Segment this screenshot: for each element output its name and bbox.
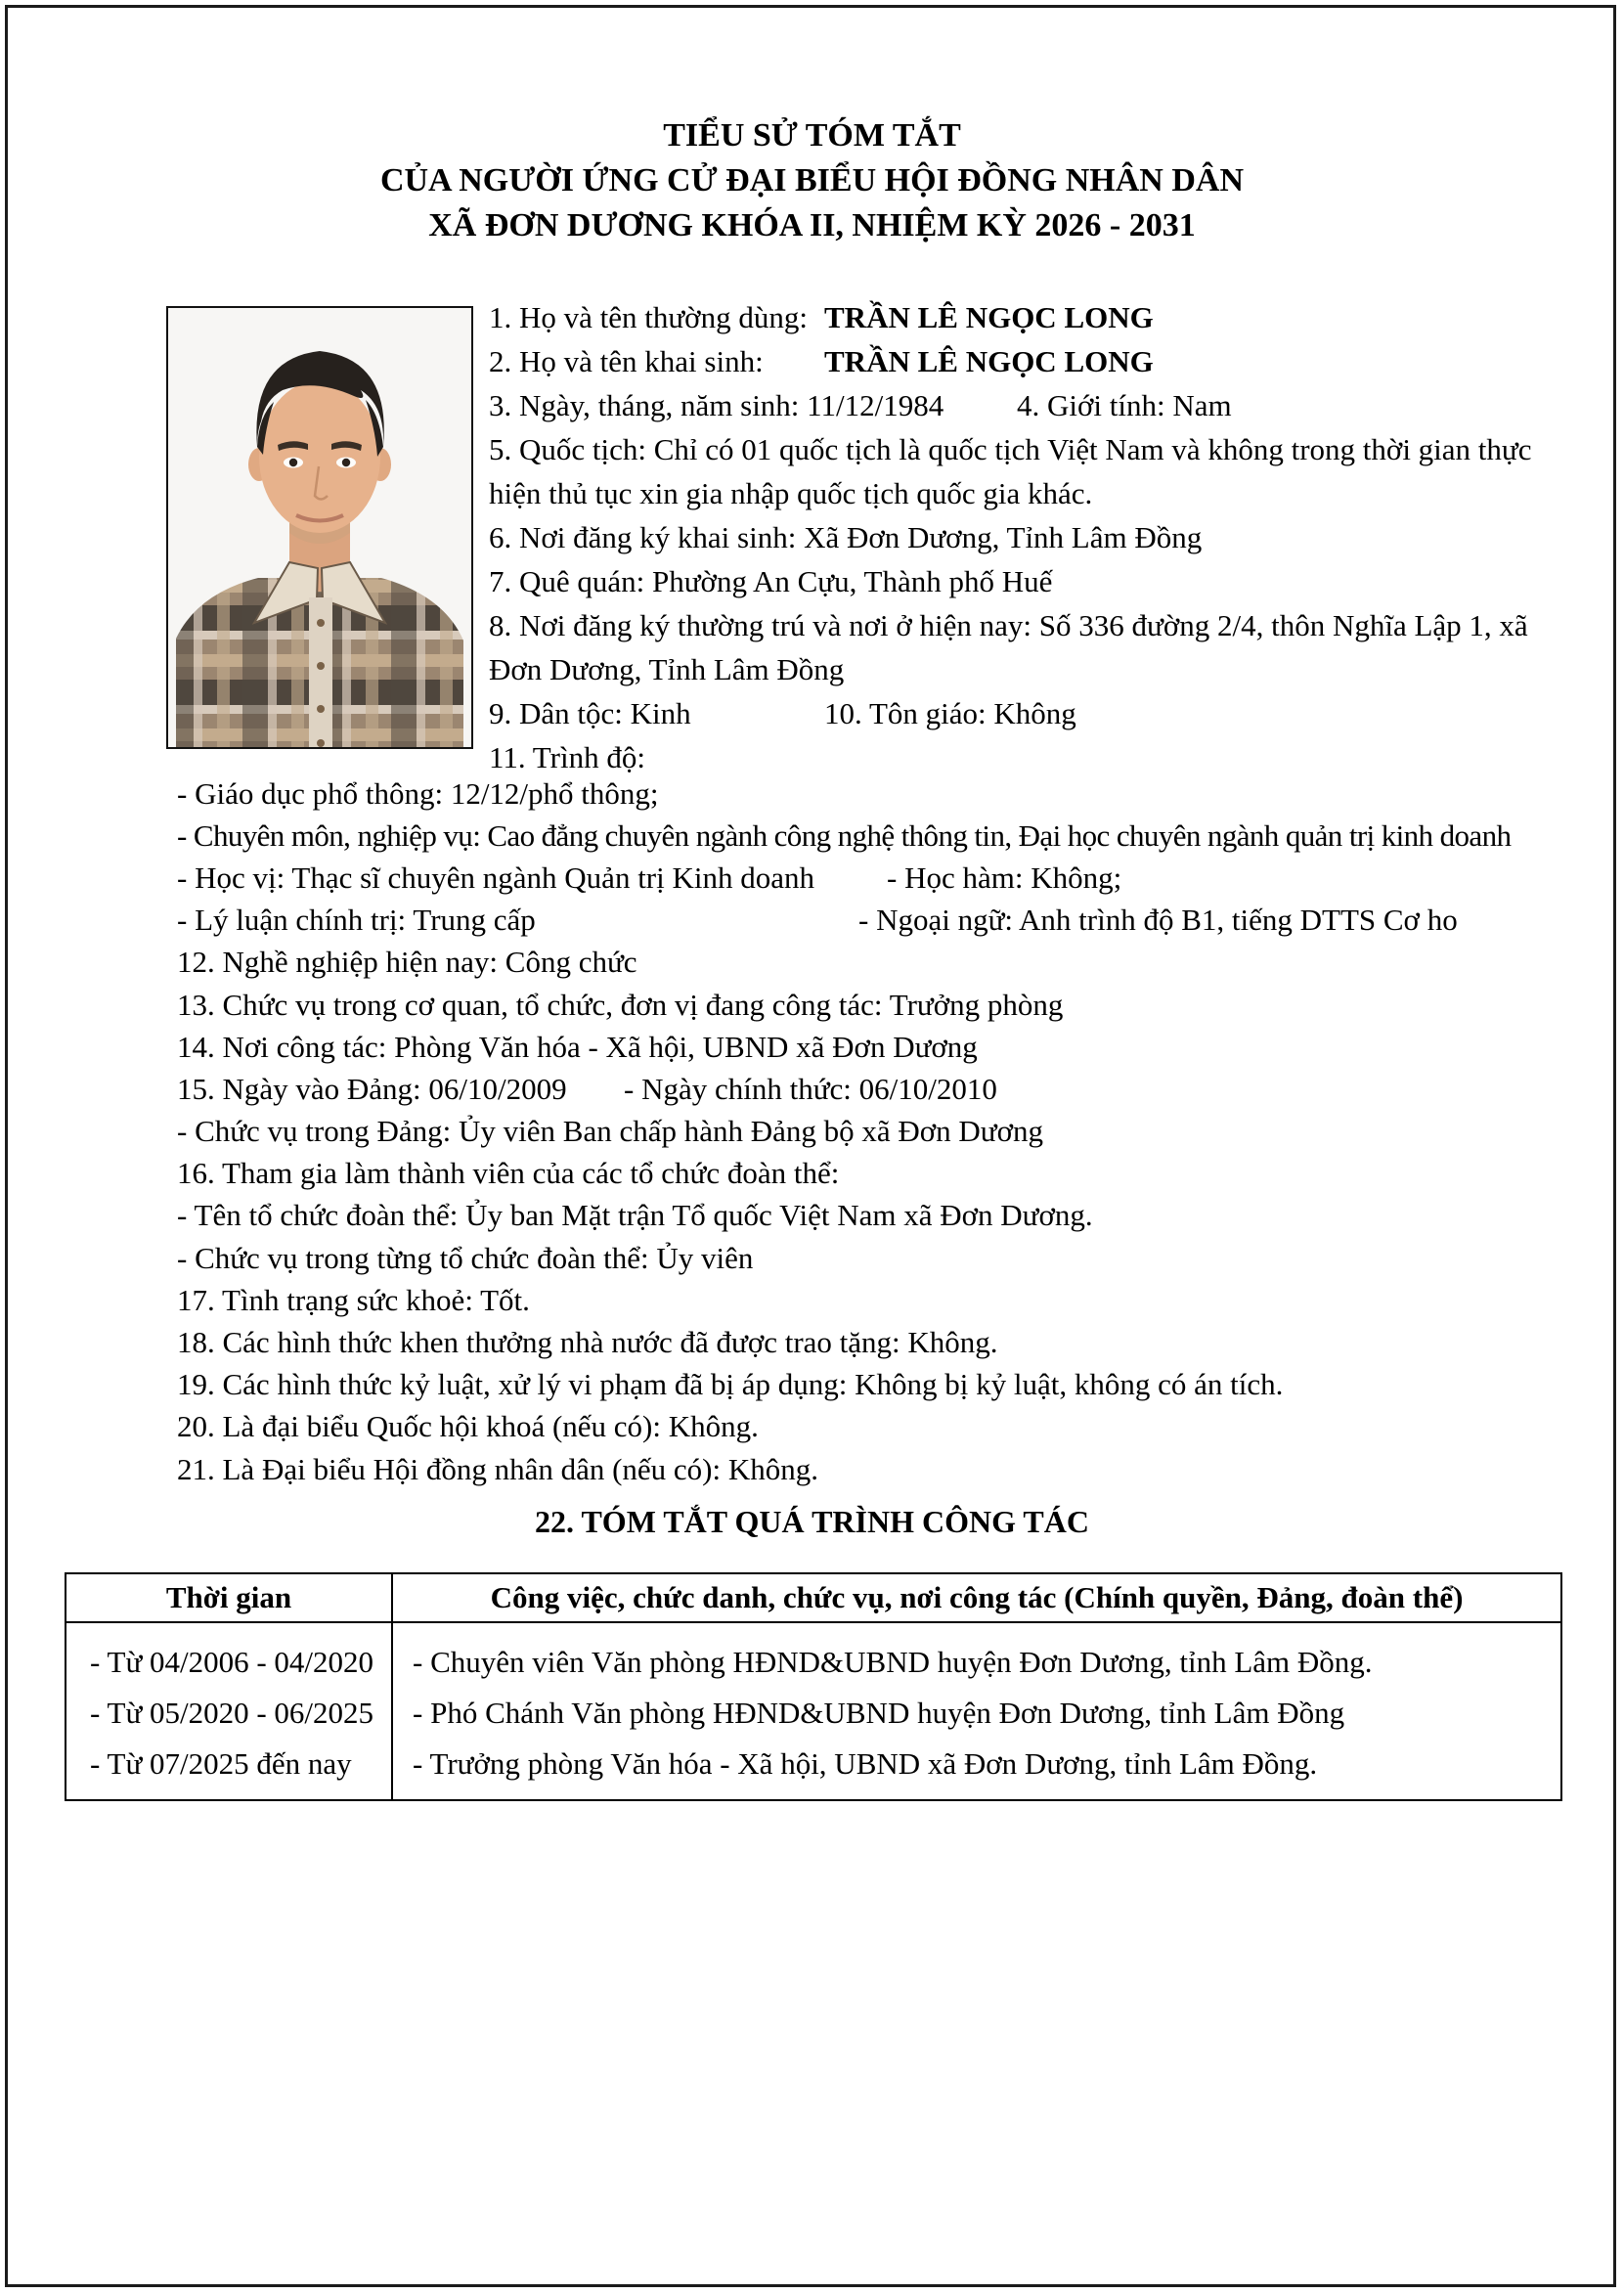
detail-line-discipline — [177, 1364, 1565, 1406]
detail-text-official-date: - Ngày chính thức: 06/10/2010 — [624, 1071, 997, 1106]
detail-text: - Chức vụ trong từng tổ chức đoàn thể: Ủy viên — [177, 1240, 754, 1275]
detail-text: 18. Các hình thức khen thưởng nhà nước đã được trao tặng: Không. — [177, 1325, 998, 1360]
candidate-photo — [166, 306, 473, 749]
detail-text: - Tên tổ chức đoàn thể: Ủy ban Mặt trận Tổ quốc Việt Nam xã Đơn Dương. — [177, 1198, 1093, 1233]
detail-line-occupation — [177, 942, 1565, 984]
detail-line-political-theory — [177, 900, 1565, 942]
title-line-2: CỦA NGƯỜI ỨNG CỬ ĐẠI BIỂU HỘI ĐỒNG NHÂN DÂN — [379, 162, 1245, 199]
info-line-birthplace: 6. Nơi đăng ký khai sinh: Xã Đơn Dương, Tỉnh Lâm Đồng — [489, 520, 1203, 554]
info-line-3 — [489, 383, 1559, 427]
name-common-label: 1. Họ và tên thường dùng: — [489, 300, 808, 334]
name-birth-value: TRẦN LÊ NGỌC LONG — [824, 344, 1154, 378]
info-line-2 — [489, 339, 1559, 383]
section-22-heading: 22. TÓM TẮT QUÁ TRÌNH CÔNG TÁC — [535, 1504, 1089, 1539]
religion: 10. Tôn giáo: Không — [824, 696, 1076, 730]
gender: 4. Giới tính: Nam — [1017, 388, 1232, 422]
work-cell — [392, 1622, 1561, 1800]
detail-text: - Giáo dục phổ thông: 12/12/phổ thông; — [177, 775, 659, 811]
personal-info-section — [489, 295, 1559, 779]
detail-text: - Lý luận chính trị: Trung cấp — [177, 903, 536, 938]
table-header-work: Công việc, chức danh, chức vụ, nơi công tác (Chính quyền, Đảng, đoàn thể) — [392, 1573, 1561, 1622]
name-common-value: TRẦN LÊ NGỌC LONG — [824, 300, 1154, 334]
title-line-1: TIỂU SỬ TÓM TẮT — [663, 117, 961, 154]
detail-line-workplace — [177, 1026, 1565, 1068]
table-body-row — [66, 1622, 1561, 1800]
detail-line-peoples-council — [177, 1448, 1565, 1490]
detail-line-organization-role — [177, 1237, 1565, 1279]
work-entry-1: - Chuyên viên Văn phòng HĐND&UBND huyện Đơn Dương, tỉnh Lâm Đồng. — [413, 1645, 1373, 1679]
detail-text: 16. Tham gia làm thành viên của các tổ chức đoàn thể: — [177, 1156, 840, 1191]
time-period-2: - Từ 05/2020 - 06/2025 — [90, 1696, 374, 1730]
details-section — [177, 772, 1565, 1490]
detail-text: 12. Nghề nghiệp hiện nay: Công chức — [177, 945, 637, 980]
work-entry-2: - Phó Chánh Văn phòng HĐND&UBND huyện Đơn Dương, tỉnh Lâm Đồng — [413, 1696, 1345, 1730]
time-period-1: - Từ 04/2006 - 04/2020 — [90, 1645, 374, 1679]
detail-line-national-assembly — [177, 1406, 1565, 1448]
detail-line-organizations — [177, 1153, 1565, 1195]
detail-line-professional — [177, 815, 1565, 857]
ethnicity: 9. Dân tộc: Kinh — [489, 696, 691, 730]
detail-text: 21. Là Đại biểu Hội đồng nhân dân (nếu có): Không. — [177, 1451, 819, 1486]
detail-text: 15. Ngày vào Đảng: 06/10/2009 — [177, 1071, 567, 1106]
detail-text-academic-title: - Học hàm: Không; — [887, 860, 1122, 895]
detail-text: - Chức vụ trong Đảng: Ủy viên Ban chấp hành Đảng bộ xã Đơn Dương — [177, 1114, 1043, 1149]
detail-text: 20. Là đại biểu Quốc hội khoá (nếu có): Không. — [177, 1409, 759, 1444]
work-entry-3: - Trưởng phòng Văn hóa - Xã hội, UBND xã Đơn Dương, tỉnh Lâm Đồng. — [413, 1746, 1318, 1781]
table-header-time: Thời gian — [66, 1573, 392, 1622]
birth-date: 3. Ngày, tháng, năm sinh: 11/12/1984 — [489, 388, 944, 422]
detail-text: 19. Các hình thức kỷ luật, xử lý vi phạm đã bị áp dụng: Không bị kỷ luật, không có án tích. — [177, 1367, 1284, 1402]
work-history-table — [65, 1572, 1562, 1801]
name-birth-label: 2. Họ và tên khai sinh: — [489, 344, 764, 378]
detail-line-party-position — [177, 1111, 1565, 1153]
detail-text-foreign-language: - Ngoại ngữ: Anh trình độ B1, tiếng DTTS Cơ ho — [858, 903, 1458, 938]
detail-line-health — [177, 1279, 1565, 1321]
detail-text: 17. Tình trạng sức khoẻ: Tốt. — [177, 1282, 530, 1317]
info-line-nationality: 5. Quốc tịch: Chỉ có 01 quốc tịch là quốc tịch Việt Nam và không trong thời gian thực hiện thủ tục xin gia nhập quốc tịch quốc gia khác. — [489, 432, 1532, 510]
info-line-residence: 8. Nơi đăng ký thường trú và nơi ở hiện nay: Số 336 đường 2/4, thôn Nghĩa Lập 1, xã Đơn Dương, Tỉnh Lâm Đồng — [489, 608, 1528, 686]
info-line-1 — [489, 295, 1559, 339]
detail-line-party-date — [177, 1068, 1565, 1110]
portrait-illustration — [168, 308, 471, 747]
detail-line-general-education — [177, 772, 1565, 815]
time-period-3: - Từ 07/2025 đến nay — [90, 1746, 352, 1781]
detail-text: 13. Chức vụ trong cơ quan, tổ chức, đơn vị đang công tác: Trưởng phòng — [177, 987, 1064, 1022]
detail-line-position — [177, 984, 1565, 1026]
detail-text: - Học vị: Thạc sĩ chuyên ngành Quản trị Kinh doanh — [177, 860, 814, 895]
document-title — [0, 113, 1624, 248]
info-line-ethnic — [489, 691, 1559, 735]
detail-line-organization-name — [177, 1195, 1565, 1237]
detail-line-awards — [177, 1321, 1565, 1363]
info-line-hometown: 7. Quê quán: Phường An Cựu, Thành phố Huế — [489, 564, 1053, 598]
title-line-3: XÃ ĐƠN DƯƠNG KHÓA II, NHIỆM KỲ 2026 - 2031 — [428, 207, 1196, 243]
detail-text: - Chuyên môn, nghiệp vụ: Cao đẳng chuyên ngành công nghệ thông tin, Đại học chuyên ngành quản trị kinh doanh — [177, 817, 1512, 853]
detail-text: 14. Nơi công tác: Phòng Văn hóa - Xã hội, UBND xã Đơn Dương — [177, 1029, 978, 1064]
time-cell — [66, 1622, 392, 1800]
detail-line-degree — [177, 857, 1565, 899]
info-line-education-label: 11. Trình độ: — [489, 740, 645, 774]
table-header-row — [66, 1573, 1561, 1622]
